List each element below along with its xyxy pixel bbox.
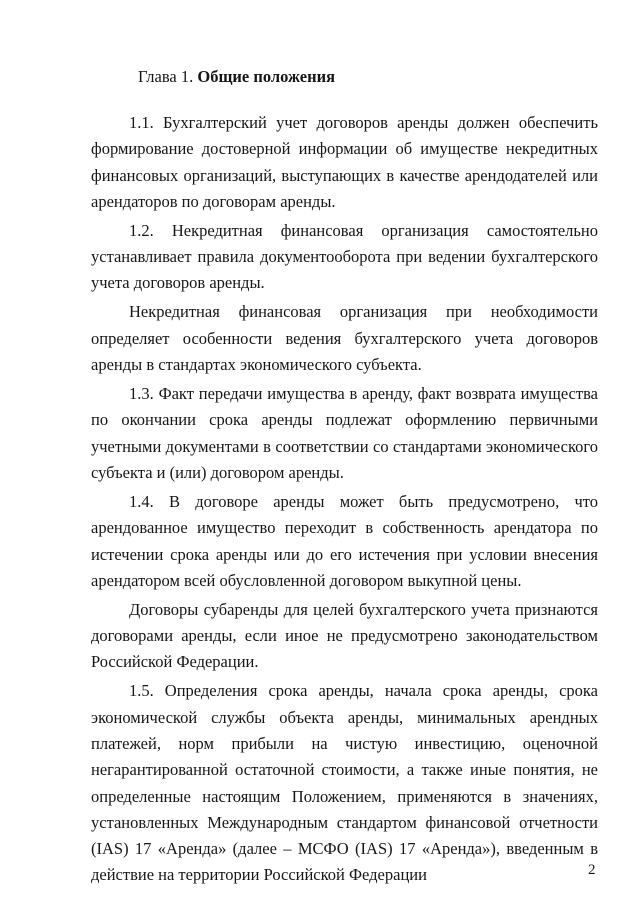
paragraph-1-2: 1.2. Некредитная финансовая организация самостоятельно устанавливает правила документооборота при ведении бухгалтерского учета договоров аренды. — [91, 220, 598, 293]
paragraph-1-4-continued: Договоры субаренды для целей бухгалтерского учета признаются договорами аренды, если иное не предусмотрено законодательством Российской Федерации. — [91, 599, 598, 672]
paragraph-1-2-continued: Некредитная финансовая организация при необходимости определяет особенности ведения бухгалтерского учета договоров аренды в стандартах экономического субъекта. — [91, 302, 598, 375]
chapter-label: Глава 1. — [138, 67, 194, 86]
paragraph-1-5: 1.5. Определения срока аренды, начала срока аренды, срока экономической службы объекта аренды, минимальных арендных платежей, норм прибыли на чистую инвестицию, оценочной негарантированной остаточной стоимости, а также иные понятия, не определенные настоящим Положением, применяются в значениях, установленных Международным стандартом финансовой отчетности (IAS) 17 «Аренда» (далее – МСФО (IAS) 17 «Аренда»), введенным в действие на территории Российской Федерации — [91, 681, 598, 885]
paragraph-1-1: 1.1. Бухгалтерский учет договоров аренды должен обеспечить формирование достоверной информации об имуществе некредитных финансовых организаций, выступающих в качестве арендодателей или арендаторов по договорам аренды. — [91, 113, 598, 211]
page-number: 2 — [588, 862, 596, 878]
paragraph-1-4: 1.4. В договоре аренды может быть предусмотрено, что арендованное имущество переходит в собственность арендатора по истечении срока аренды или до его истечения при условии внесения арендатором всей обусловленной договором выкупной цены. — [91, 491, 598, 590]
document-body — [91, 110, 598, 889]
chapter-title: Общие положения — [197, 67, 336, 86]
chapter-heading — [138, 66, 335, 88]
paragraph-1-3: 1.3. Факт передачи имущества в аренду, факт возврата имущества по окончании срока аренды подлежат оформлению первичными учетными документами в соответствии со стандартами экономического субъекта и (или) договором аренды. — [91, 384, 598, 482]
